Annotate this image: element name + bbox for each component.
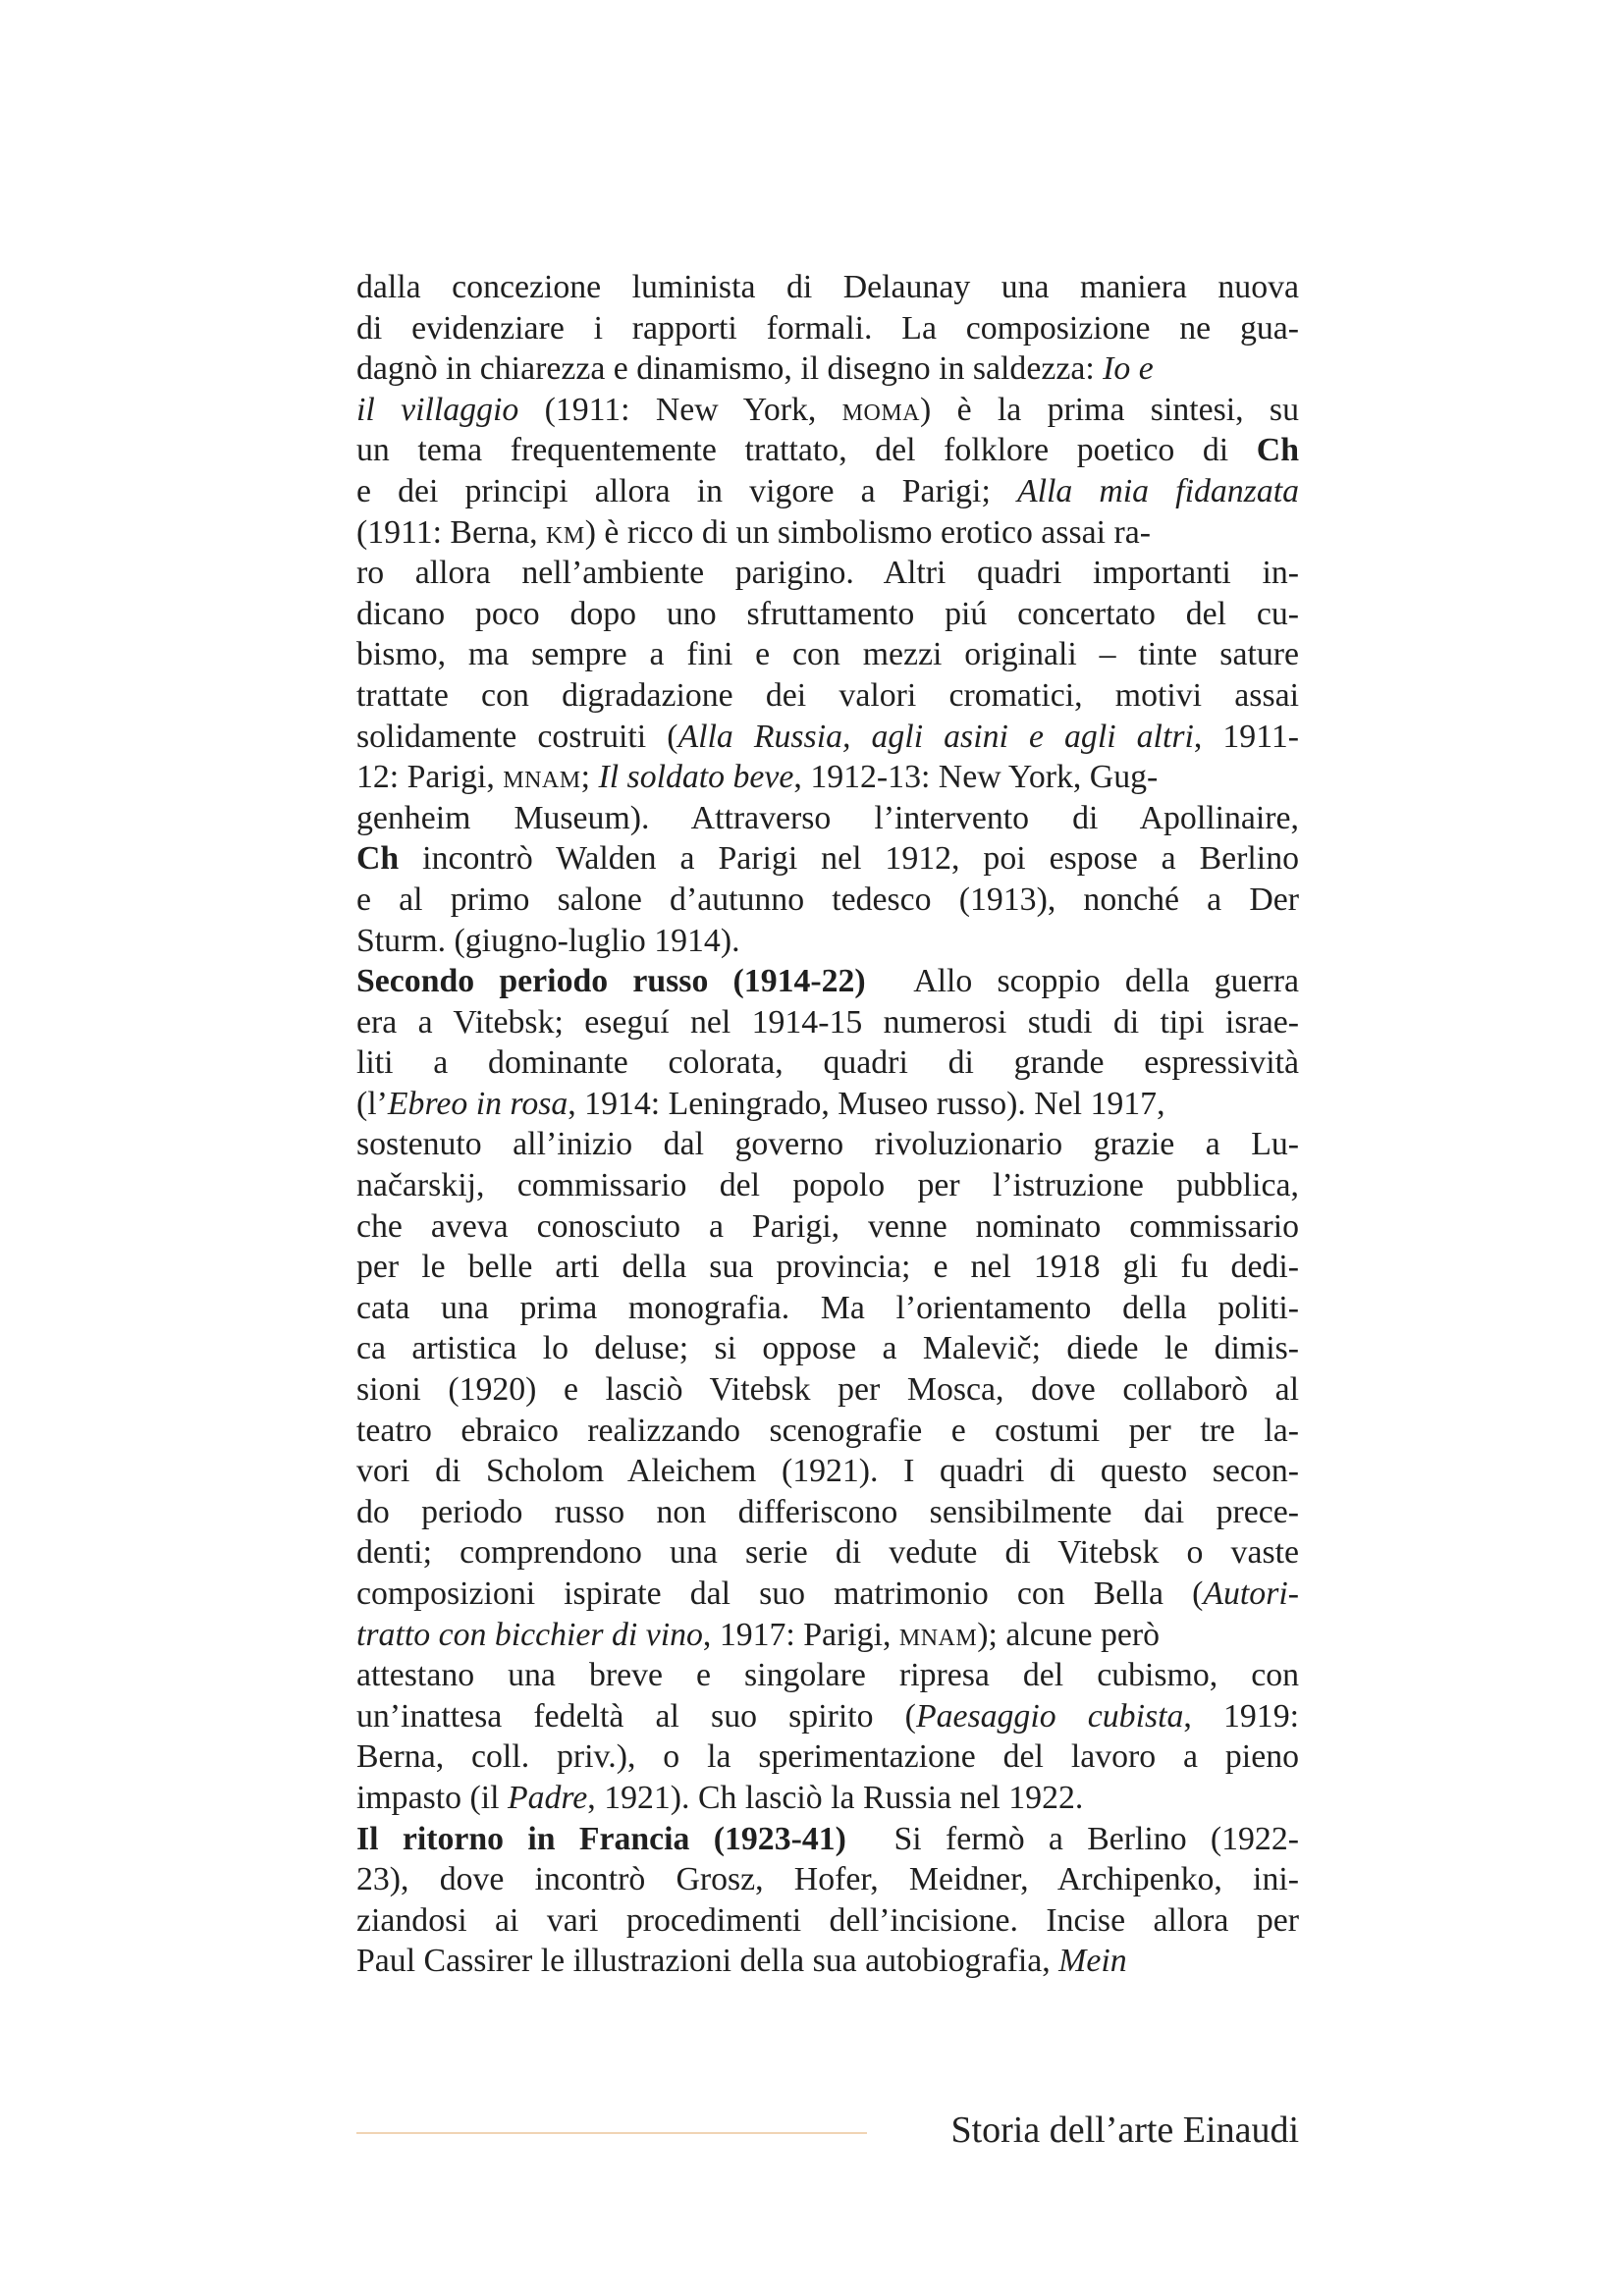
text-run: per le belle arti della sua provincia; e nel 1918 gli fu dedi-: [356, 1249, 1299, 1286]
text-run: , 1912-13: New York, Gug-: [793, 759, 1159, 796]
text-line: [356, 1532, 1299, 1574]
text-line: [356, 1492, 1299, 1533]
italic-text: Mein: [1058, 1943, 1127, 1980]
text-run: che aveva conosciuto a Parigi, venne nominato commissario: [356, 1207, 1299, 1245]
bold-text: Ch: [356, 840, 400, 878]
text-line: [356, 1696, 1299, 1737]
italic-text: Ebreo in rosa: [387, 1085, 568, 1122]
text-run: sostenuto all’inizio dal governo rivoluzionario grazie a Lu-: [356, 1126, 1299, 1163]
text-run: composizioni ispirate dal suo matrimonio con Bella (: [356, 1575, 1204, 1612]
italic-text: Alla Russia, agli asini e agli altri: [677, 718, 1194, 755]
text-run: ;: [580, 759, 599, 796]
text-run: Paul Cassirer le illustrazioni della sua autobiografia,: [356, 1943, 1059, 1980]
text-line: [356, 267, 1299, 308]
italic-text: Paesaggio cubista: [915, 1697, 1184, 1735]
text-line: [356, 717, 1299, 758]
text-run: Allo scoppio della guerra: [865, 963, 1299, 1000]
text-line: [356, 1819, 1299, 1860]
text-run: ); alcune però: [977, 1616, 1161, 1653]
text-run: di evidenziare i rapporti formali. La composizione ne gua-: [356, 309, 1299, 347]
text-run: (l’: [356, 1085, 388, 1122]
body-text: [356, 267, 1299, 1982]
text-run: trattate con digradazione dei valori cromatici, motivi assai: [356, 676, 1299, 714]
text-line: [356, 553, 1299, 594]
text-line: [356, 1328, 1299, 1369]
text-line: [356, 1941, 1299, 1982]
text-run: denti; comprendono una serie di vedute di Vitebsk o vaste: [356, 1534, 1299, 1572]
text-line: [356, 1369, 1299, 1411]
italic-text: il villaggio: [356, 391, 519, 428]
text-line: [356, 1165, 1299, 1206]
small-caps-text: mnam: [503, 759, 581, 796]
text-line: [356, 1124, 1299, 1165]
text-line: [356, 1900, 1299, 1942]
text-run: era a Vitebsk; eseguí nel 1914-15 numerosi studi di tipi israe-: [356, 1003, 1299, 1041]
text-line: [356, 471, 1299, 512]
italic-text: tratto con bicchier di vino: [356, 1616, 703, 1653]
text-run: vori di Scholom Aleichem (1921). I quadri di questo secon-: [356, 1453, 1299, 1490]
text-run: (1911: Berna,: [356, 513, 547, 551]
text-line: [356, 921, 1299, 962]
text-run: Sturm. (giugno-luglio 1914).: [356, 922, 740, 959]
text-line: [356, 348, 1299, 390]
text-run: incontrò Walden a Parigi nel 1912, poi espose a Berlino: [399, 840, 1299, 878]
bold-text: Il ritorno in Francia (1923-41): [356, 1820, 846, 1857]
text-run: , 1917: Parigi,: [702, 1616, 899, 1653]
text-run: ziandosi ai vari procedimenti dell’incisione. Incise allora per: [356, 1901, 1299, 1939]
text-run: , 1921). Ch lasciò la Russia nel 1922.: [587, 1779, 1084, 1816]
bold-text: Ch: [1256, 432, 1299, 469]
text-line: [356, 1778, 1299, 1819]
text-line: [356, 1451, 1299, 1492]
text-line: [356, 961, 1299, 1002]
text-run: , 1919:: [1183, 1697, 1299, 1735]
text-line: [356, 1615, 1299, 1656]
text-line: [356, 1655, 1299, 1696]
text-run: , 1914: Leningrado, Museo russo). Nel 1917,: [568, 1085, 1165, 1122]
text-run: e dei principi allora in vigore a Parigi;: [356, 472, 1017, 509]
text-run: načarskij, commissario del popolo per l’istruzione pubblica,: [356, 1167, 1299, 1204]
text-run: do periodo russo non differiscono sensibilmente dai prece-: [356, 1493, 1299, 1530]
text-line: [356, 880, 1299, 921]
small-caps-text: mnam: [898, 1616, 978, 1653]
italic-text: Autori-: [1203, 1575, 1299, 1612]
text-run: dagnò in chiarezza e dinamismo, il disegno in saldezza:: [356, 350, 1104, 388]
text-run: (1911: New York,: [518, 391, 842, 428]
text-run: ) è la prima sintesi, su: [920, 391, 1299, 428]
small-caps-text: km: [546, 513, 585, 551]
text-run: attestano una breve e singolare ripresa del cubismo, con: [356, 1657, 1299, 1694]
italic-text: Io e: [1103, 350, 1154, 388]
text-run: dicano poco dopo uno sfruttamento piú concertato del cu-: [356, 595, 1299, 632]
text-line: [356, 1247, 1299, 1288]
bold-text: Secondo periodo russo (1914-22): [356, 963, 866, 1000]
text-line: [356, 430, 1299, 471]
text-line: [356, 1002, 1299, 1043]
small-caps-text: moma: [841, 391, 920, 428]
text-line: [356, 1206, 1299, 1248]
text-run: cata una prima monografia. Ma l’orientamento della politi-: [356, 1289, 1299, 1326]
text-line: [356, 1574, 1299, 1615]
text-run: impasto (il: [356, 1779, 508, 1816]
text-line: [356, 634, 1299, 675]
text-run: 23), dove incontrò Grosz, Hofer, Meidner, Archipenko, ini-: [356, 1861, 1299, 1898]
text-run: un’inattesa fedeltà al suo spirito (: [356, 1697, 916, 1735]
text-run: Berna, coll. priv.), o la sperimentazione del lavoro a pieno: [356, 1738, 1299, 1776]
text-line: [356, 1288, 1299, 1329]
text-line: [356, 1084, 1299, 1125]
text-run: ro allora nell’ambiente parigino. Altri quadri importanti in-: [356, 555, 1299, 592]
italic-text: Padre: [507, 1779, 588, 1816]
text-run: genheim Museum). Attraverso l’intervento di Apollinaire,: [356, 799, 1299, 836]
text-run: Si fermò a Berlino (1922-: [845, 1820, 1299, 1857]
footer-rule: [356, 2132, 867, 2134]
text-run: 12: Parigi,: [356, 759, 504, 796]
text-run: bismo, ma sempre a fini e con mezzi originali – tinte sature: [356, 636, 1299, 673]
text-line: [356, 1411, 1299, 1452]
footer-label: Storia dell’arte Einaudi: [950, 2109, 1299, 2151]
text-line: [356, 594, 1299, 635]
text-run: solidamente costruiti (: [356, 718, 678, 755]
text-run: ca artistica lo deluse; si oppose a Malevič; diede le dimis-: [356, 1330, 1299, 1367]
text-run: sioni (1920) e lasciò Vitebsk per Mosca, dove collaborò al: [356, 1371, 1299, 1409]
text-line: [356, 1736, 1299, 1778]
text-line: [356, 1859, 1299, 1900]
text-line: [356, 838, 1299, 880]
text-line: [356, 798, 1299, 839]
text-run: un tema frequentemente trattato, del folklore poetico di: [356, 432, 1257, 469]
text-run: dalla concezione luminista di Delaunay una maniera nuova: [356, 269, 1299, 305]
italic-text: Alla mia fidanzata: [1016, 472, 1299, 509]
text-line: [356, 675, 1299, 717]
text-run: e al primo salone d’autunno tedesco (1913), nonché a Der: [356, 881, 1299, 918]
text-run: ) è ricco di un simbolismo erotico assai ra-: [584, 513, 1151, 551]
italic-text: Il soldato beve: [598, 759, 794, 796]
text-line: [356, 512, 1299, 554]
text-line: [356, 390, 1299, 431]
text-line: [356, 757, 1299, 798]
text-line: [356, 308, 1299, 349]
text-line: [356, 1042, 1299, 1084]
text-run: liti a dominante colorata, quadri di grande espressività: [356, 1044, 1299, 1082]
text-run: teatro ebraico realizzando scenografie e costumi per tre la-: [356, 1412, 1299, 1449]
text-run: , 1911-: [1193, 718, 1300, 755]
